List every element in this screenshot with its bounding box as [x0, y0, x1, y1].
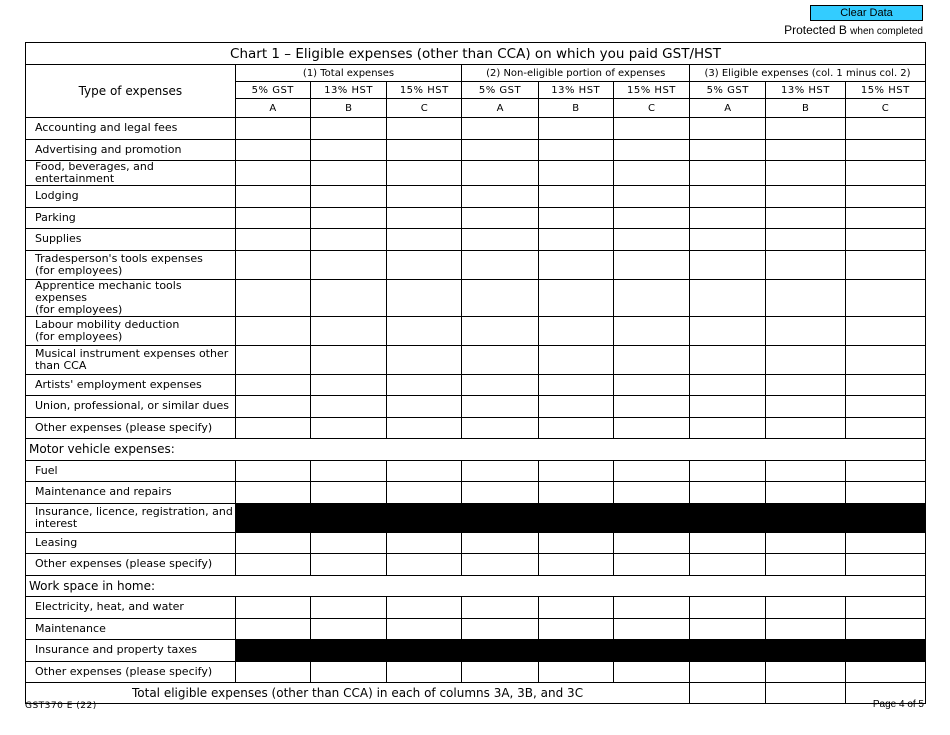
amount-input[interactable] — [690, 250, 766, 279]
amount-input[interactable] — [538, 532, 613, 554]
expense-row — [26, 661, 926, 683]
section-label: Motor vehicle expenses: — [26, 439, 926, 461]
amount-input[interactable] — [538, 345, 613, 374]
protected-b-notice — [784, 23, 923, 37]
expense-label-line: Tradesperson's tools expenses — [35, 251, 203, 265]
amount-input[interactable] — [845, 661, 925, 683]
rate-header: 13% HST — [310, 82, 386, 99]
amount-input[interactable] — [613, 345, 689, 374]
amount-input[interactable] — [387, 229, 462, 251]
expense-label — [26, 139, 236, 161]
amount-input[interactable] — [845, 460, 925, 482]
expense-label-line-2: than CCA — [35, 358, 87, 372]
amount-input[interactable] — [387, 250, 462, 279]
amount-input[interactable] — [462, 597, 538, 619]
amount-input[interactable] — [538, 396, 613, 418]
amount-input[interactable] — [310, 661, 386, 683]
column-letter-header: B — [538, 99, 613, 118]
amount-input[interactable] — [690, 186, 766, 208]
blocked-expense-row — [26, 640, 926, 662]
amount-input[interactable] — [845, 532, 925, 554]
expense-label — [26, 661, 236, 683]
amount-input[interactable] — [538, 482, 613, 504]
expense-row — [26, 460, 926, 482]
amount-input[interactable] — [538, 118, 613, 140]
amount-input[interactable] — [766, 316, 845, 345]
amount-input[interactable] — [235, 482, 310, 504]
amount-input[interactable] — [766, 554, 845, 576]
total-input-3b[interactable] — [766, 683, 845, 704]
amount-input[interactable] — [462, 279, 538, 316]
amount-input[interactable] — [235, 374, 310, 396]
amount-input[interactable] — [613, 186, 689, 208]
amount-input[interactable] — [462, 207, 538, 229]
amount-input[interactable] — [387, 118, 462, 140]
protected-label: Protected B — [784, 23, 847, 37]
expense-row — [26, 374, 926, 396]
amount-input[interactable] — [766, 250, 845, 279]
total-label: Total eligible expenses (other than CCA) in each of columns 3A, 3B, and 3C — [26, 683, 690, 704]
amount-input[interactable] — [235, 161, 310, 186]
amount-input[interactable] — [538, 618, 613, 640]
amount-input[interactable] — [690, 618, 766, 640]
amount-input[interactable] — [235, 396, 310, 418]
amount-input[interactable] — [387, 139, 462, 161]
amount-input[interactable] — [845, 316, 925, 345]
blocked-cells — [235, 503, 925, 532]
expense-label-line: Advertising and promotion — [35, 142, 182, 156]
amount-input[interactable] — [613, 279, 689, 316]
amount-input[interactable] — [387, 374, 462, 396]
amount-input[interactable] — [462, 417, 538, 439]
amount-input[interactable] — [690, 279, 766, 316]
expense-row — [26, 161, 926, 186]
amount-input[interactable] — [462, 250, 538, 279]
amount-input[interactable] — [387, 161, 462, 186]
expense-label-line: Lodging — [35, 189, 79, 203]
amount-input[interactable] — [235, 597, 310, 619]
amount-input[interactable] — [766, 396, 845, 418]
group-header-total: (1) Total expenses — [235, 65, 462, 82]
protected-sublabel: when completed — [850, 26, 923, 37]
amount-input[interactable] — [310, 316, 386, 345]
amount-input[interactable] — [310, 161, 386, 186]
expense-row — [26, 118, 926, 140]
group-header-eligible: (3) Eligible expenses (col. 1 minus col. 2) — [690, 65, 926, 82]
expense-label-line-2: (for employees) — [35, 263, 123, 277]
amount-input[interactable] — [387, 186, 462, 208]
amount-input[interactable] — [462, 139, 538, 161]
amount-input[interactable] — [766, 597, 845, 619]
amount-input[interactable] — [538, 186, 613, 208]
amount-input[interactable] — [845, 118, 925, 140]
expense-row — [26, 279, 926, 316]
amount-input[interactable] — [613, 618, 689, 640]
amount-input[interactable] — [310, 396, 386, 418]
amount-input[interactable] — [462, 661, 538, 683]
amount-input[interactable] — [387, 460, 462, 482]
amount-input[interactable] — [845, 554, 925, 576]
expense-label-line: Apprentice mechanic tools expenses — [35, 279, 182, 304]
amount-input[interactable] — [690, 482, 766, 504]
amount-input[interactable] — [766, 161, 845, 186]
amount-input[interactable] — [538, 554, 613, 576]
amount-input[interactable] — [310, 618, 386, 640]
amount-input[interactable] — [310, 554, 386, 576]
amount-input[interactable] — [613, 316, 689, 345]
amount-input[interactable] — [462, 374, 538, 396]
amount-input[interactable] — [613, 460, 689, 482]
amount-input[interactable] — [310, 482, 386, 504]
expense-row — [26, 554, 926, 576]
amount-input[interactable] — [766, 417, 845, 439]
chart-1-table — [25, 42, 926, 704]
expense-label-line: Artists' employment expenses — [35, 377, 202, 391]
expense-row — [26, 396, 926, 418]
amount-input[interactable] — [766, 618, 845, 640]
amount-input[interactable] — [462, 460, 538, 482]
expense-label-line: Other expenses (please specify) — [35, 557, 213, 571]
amount-input[interactable] — [462, 316, 538, 345]
amount-input[interactable] — [766, 374, 845, 396]
amount-input[interactable] — [462, 482, 538, 504]
amount-input[interactable] — [690, 229, 766, 251]
amount-input[interactable] — [613, 661, 689, 683]
amount-input[interactable] — [462, 618, 538, 640]
expense-label — [26, 554, 236, 576]
amount-input[interactable] — [235, 229, 310, 251]
amount-input[interactable] — [690, 396, 766, 418]
expense-label — [26, 374, 236, 396]
amount-input[interactable] — [310, 417, 386, 439]
amount-input[interactable] — [462, 554, 538, 576]
amount-input[interactable] — [690, 316, 766, 345]
expense-label — [26, 186, 236, 208]
rate-header: 5% GST — [690, 82, 766, 99]
amount-input[interactable] — [538, 374, 613, 396]
rate-header: 5% GST — [462, 82, 538, 99]
expense-label-line: Accounting and legal fees — [35, 121, 178, 135]
amount-input[interactable] — [845, 229, 925, 251]
amount-input[interactable] — [235, 661, 310, 683]
amount-input[interactable] — [766, 661, 845, 683]
amount-input[interactable] — [766, 229, 845, 251]
amount-input[interactable] — [387, 532, 462, 554]
expense-label-line: Food, beverages, and entertainment — [35, 160, 154, 185]
expense-row — [26, 186, 926, 208]
amount-input[interactable] — [766, 207, 845, 229]
amount-input[interactable] — [310, 279, 386, 316]
amount-input[interactable] — [310, 532, 386, 554]
amount-input[interactable] — [690, 417, 766, 439]
expense-label — [26, 316, 236, 345]
amount-input[interactable] — [613, 250, 689, 279]
amount-input[interactable] — [845, 345, 925, 374]
expense-label-line: Other expenses (please specify) — [35, 664, 213, 678]
amount-input[interactable] — [613, 207, 689, 229]
expense-label-line: Union, professional, or similar dues — [35, 399, 229, 413]
amount-input[interactable] — [310, 250, 386, 279]
amount-input[interactable] — [235, 618, 310, 640]
amount-input[interactable] — [235, 532, 310, 554]
expense-label — [26, 207, 236, 229]
rate-header: 13% HST — [538, 82, 613, 99]
expense-label-line: Labour mobility deduction — [35, 317, 180, 331]
expense-label-line: Other expenses (please specify) — [35, 420, 213, 434]
amount-input[interactable] — [310, 345, 386, 374]
rate-header: 15% HST — [613, 82, 689, 99]
amount-input[interactable] — [613, 532, 689, 554]
amount-input[interactable] — [613, 229, 689, 251]
amount-input[interactable] — [766, 186, 845, 208]
expense-label-line: Supplies — [35, 232, 82, 246]
amount-input[interactable] — [235, 316, 310, 345]
expense-label-line: Parking — [35, 210, 76, 224]
amount-input[interactable] — [310, 460, 386, 482]
expense-label — [26, 482, 236, 504]
total-input-3a[interactable] — [690, 683, 766, 704]
column-letter-header: C — [845, 99, 925, 118]
amount-input[interactable] — [310, 374, 386, 396]
amount-input[interactable] — [613, 396, 689, 418]
amount-input[interactable] — [613, 417, 689, 439]
amount-input[interactable] — [462, 396, 538, 418]
blocked-expense-row — [26, 503, 926, 532]
amount-input[interactable] — [235, 118, 310, 140]
amount-input[interactable] — [845, 396, 925, 418]
amount-input[interactable] — [690, 661, 766, 683]
rate-header: 15% HST — [845, 82, 925, 99]
amount-input[interactable] — [310, 597, 386, 619]
expense-row — [26, 482, 926, 504]
amount-input[interactable] — [538, 460, 613, 482]
column-letter-header: A — [690, 99, 766, 118]
amount-input[interactable] — [613, 482, 689, 504]
amount-input[interactable] — [462, 186, 538, 208]
amount-input[interactable] — [538, 417, 613, 439]
form-code: GST370 E (22) — [25, 701, 97, 711]
amount-input[interactable] — [538, 279, 613, 316]
expense-label — [26, 417, 236, 439]
amount-input[interactable] — [690, 345, 766, 374]
expense-label — [26, 460, 236, 482]
amount-input[interactable] — [845, 374, 925, 396]
expense-label — [26, 279, 236, 316]
expense-label — [26, 503, 236, 532]
expense-label-line-2: (for employees) — [35, 329, 123, 343]
expense-label-line: Electricity, heat, and water — [35, 600, 184, 614]
expense-label-line: Maintenance — [35, 621, 106, 635]
clear-data-button[interactable]: Clear Data — [810, 5, 923, 21]
amount-input[interactable] — [235, 417, 310, 439]
amount-input[interactable] — [766, 118, 845, 140]
amount-input[interactable] — [538, 250, 613, 279]
expense-label — [26, 118, 236, 140]
amount-input[interactable] — [387, 618, 462, 640]
amount-input[interactable] — [462, 229, 538, 251]
amount-input[interactable] — [235, 279, 310, 316]
amount-input[interactable] — [235, 186, 310, 208]
expense-label-line: Leasing — [35, 535, 78, 549]
amount-input[interactable] — [845, 161, 925, 186]
amount-input[interactable] — [845, 186, 925, 208]
column-letter-header: C — [387, 99, 462, 118]
expense-row — [26, 618, 926, 640]
expense-label — [26, 532, 236, 554]
amount-input[interactable] — [387, 316, 462, 345]
amount-input[interactable] — [845, 482, 925, 504]
amount-input[interactable] — [235, 460, 310, 482]
rate-header: 15% HST — [387, 82, 462, 99]
amount-input[interactable] — [613, 554, 689, 576]
amount-input[interactable] — [538, 661, 613, 683]
expense-label-line: Fuel — [35, 463, 58, 477]
type-of-expenses-header: Type of expenses — [26, 65, 236, 118]
blocked-cells — [235, 640, 925, 662]
expense-label-line: Insurance, licence, registration, and — [35, 504, 233, 518]
amount-input[interactable] — [690, 118, 766, 140]
total-row — [26, 683, 926, 704]
amount-input[interactable] — [766, 482, 845, 504]
amount-input[interactable] — [310, 139, 386, 161]
rate-header: 13% HST — [766, 82, 845, 99]
amount-input[interactable] — [845, 139, 925, 161]
column-letter-header: A — [235, 99, 310, 118]
column-letter-header: B — [310, 99, 386, 118]
amount-input[interactable] — [845, 279, 925, 316]
expense-row — [26, 417, 926, 439]
page-number: Page 4 of 5 — [872, 699, 924, 710]
expense-label — [26, 345, 236, 374]
amount-input[interactable] — [690, 207, 766, 229]
amount-input[interactable] — [690, 139, 766, 161]
amount-input[interactable] — [235, 345, 310, 374]
expense-row — [26, 345, 926, 374]
amount-input[interactable] — [235, 139, 310, 161]
expense-row — [26, 316, 926, 345]
amount-input[interactable] — [613, 374, 689, 396]
amount-input[interactable] — [690, 374, 766, 396]
column-letter-header: B — [766, 99, 845, 118]
expense-label-line: Musical instrument expenses other — [35, 346, 229, 360]
amount-input[interactable] — [766, 139, 845, 161]
amount-input[interactable] — [310, 229, 386, 251]
amount-input[interactable] — [462, 345, 538, 374]
rate-header: 5% GST — [235, 82, 310, 99]
amount-input[interactable] — [845, 207, 925, 229]
expense-row — [26, 207, 926, 229]
amount-input[interactable] — [613, 139, 689, 161]
section-label: Work space in home: — [26, 575, 926, 597]
amount-input[interactable] — [766, 279, 845, 316]
amount-input[interactable] — [613, 161, 689, 186]
expense-label — [26, 250, 236, 279]
amount-input[interactable] — [766, 345, 845, 374]
expense-row — [26, 139, 926, 161]
expense-label — [26, 396, 236, 418]
amount-input[interactable] — [235, 250, 310, 279]
amount-input[interactable] — [690, 460, 766, 482]
expense-row — [26, 229, 926, 251]
expense-label-line-2: (for employees) — [35, 302, 123, 316]
chart-title: Chart 1 – Eligible expenses (other than CCA) on which you paid GST/HST — [26, 43, 926, 65]
expense-label — [26, 229, 236, 251]
amount-input[interactable] — [845, 597, 925, 619]
amount-input[interactable] — [690, 161, 766, 186]
amount-input[interactable] — [387, 597, 462, 619]
expense-row — [26, 597, 926, 619]
section-row — [26, 575, 926, 597]
amount-input[interactable] — [387, 279, 462, 316]
amount-input[interactable] — [387, 207, 462, 229]
amount-input[interactable] — [387, 554, 462, 576]
column-letter-header: C — [613, 99, 689, 118]
amount-input[interactable] — [538, 207, 613, 229]
column-letter-header: A — [462, 99, 538, 118]
amount-input[interactable] — [538, 316, 613, 345]
expense-label-line: Maintenance and repairs — [35, 485, 172, 499]
amount-input[interactable] — [845, 250, 925, 279]
amount-input[interactable] — [613, 597, 689, 619]
amount-input[interactable] — [310, 207, 386, 229]
amount-input[interactable] — [690, 532, 766, 554]
amount-input[interactable] — [462, 161, 538, 186]
amount-input[interactable] — [310, 186, 386, 208]
expense-label-line: Insurance and property taxes — [35, 643, 197, 657]
amount-input[interactable] — [690, 597, 766, 619]
amount-input[interactable] — [845, 618, 925, 640]
amount-input[interactable] — [845, 417, 925, 439]
expense-row — [26, 250, 926, 279]
group-header-non-eligible: (2) Non-eligible portion of expenses — [462, 65, 690, 82]
expense-label — [26, 618, 236, 640]
amount-input[interactable] — [538, 597, 613, 619]
amount-input[interactable] — [387, 482, 462, 504]
amount-input[interactable] — [766, 460, 845, 482]
amount-input[interactable] — [538, 229, 613, 251]
amount-input[interactable] — [387, 661, 462, 683]
amount-input[interactable] — [235, 554, 310, 576]
expense-label-line-2: interest — [35, 516, 78, 530]
amount-input[interactable] — [310, 118, 386, 140]
amount-input[interactable] — [538, 139, 613, 161]
amount-input[interactable] — [387, 345, 462, 374]
amount-input[interactable] — [235, 207, 310, 229]
section-row — [26, 439, 926, 461]
amount-input[interactable] — [690, 554, 766, 576]
expense-row — [26, 532, 926, 554]
amount-input[interactable] — [387, 396, 462, 418]
amount-input[interactable] — [613, 118, 689, 140]
amount-input[interactable] — [462, 118, 538, 140]
expense-label — [26, 597, 236, 619]
amount-input[interactable] — [462, 532, 538, 554]
expense-label — [26, 161, 236, 186]
amount-input[interactable] — [387, 417, 462, 439]
expense-label — [26, 640, 236, 662]
amount-input[interactable] — [766, 532, 845, 554]
amount-input[interactable] — [538, 161, 613, 186]
